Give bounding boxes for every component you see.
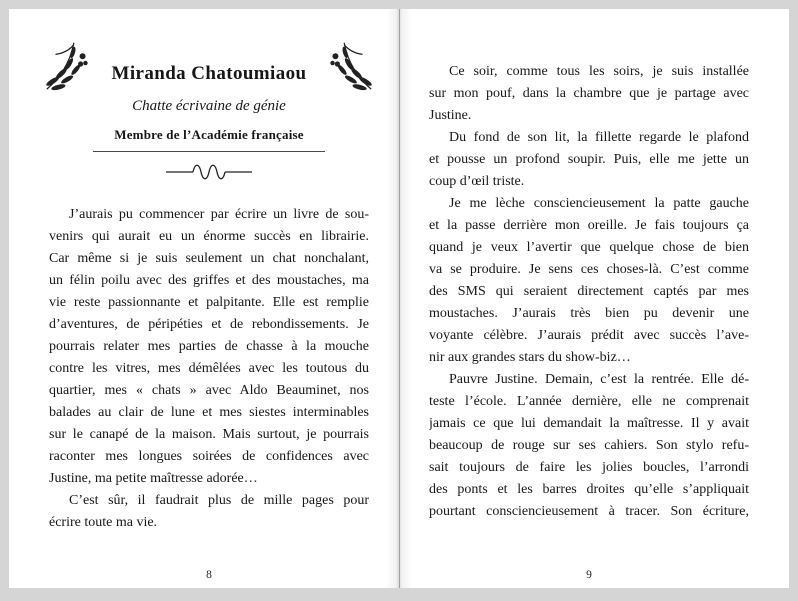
text-line: Je me lèche consciencieusement la patte gauche	[449, 196, 749, 211]
text-line: Justine.	[429, 108, 472, 123]
text-line: coup d’œil triste.	[429, 174, 525, 189]
text-line: beaucoup de rouge sur ses cahiers. Son stylo refu-	[429, 438, 749, 453]
text-line: sait toujours de faire les jolies boucles, l’arrondi	[429, 460, 749, 475]
olive-branch-left-icon	[41, 33, 99, 95]
text-line: Car même si je suis seulement un chat nonchalant,	[49, 251, 369, 266]
paragraph	[49, 490, 369, 534]
text-line: C’est sûr, il faudrait plus de mille pages pour	[69, 493, 369, 508]
text-line: Pauvre Justine. Demain, c’est la rentrée. Elle dé-	[449, 372, 749, 387]
text-line: J’aurais pu commencer par écrire un livre de sou-	[69, 207, 369, 222]
text-line: quartier, mes « chats » avec Aldo Beauminet, nos	[49, 383, 369, 398]
paragraph	[429, 369, 749, 523]
text-line: des SMS qui seraient directement captés par mes	[429, 284, 749, 299]
paragraph	[429, 193, 749, 369]
text-line: teste l’école. L’année dernière, elle ne comprenait	[429, 394, 749, 409]
text-line: sur le canapé de la maison. Mais surtout, je pourrais	[49, 427, 369, 442]
page-left	[9, 9, 399, 588]
text-line: balades au clair de lune et mes siestes interminables	[49, 405, 369, 420]
text-line: vie reste passionnante et palpitante. Elle est remplie	[49, 295, 369, 310]
author-subtitle: Chatte écrivaine de génie	[132, 98, 286, 114]
book-spread	[9, 9, 789, 588]
text-line: va se produire. Je sens ces choses-là. C’est comme	[429, 262, 749, 277]
text-line: et pousse un profond soupir. Puis, elle me jette un	[429, 152, 749, 167]
olive-branch-right-icon	[319, 33, 377, 95]
text-line: sur mon pouf, dans la chambre que je partage avec	[429, 86, 749, 101]
chapter-header	[49, 9, 369, 180]
text-line: venirs qui aurait eu un énorme succès en librairie.	[49, 229, 369, 244]
text-line: Ce soir, comme tous les soirs, je suis installée	[449, 64, 749, 79]
header-rule	[93, 151, 325, 152]
page-right	[399, 9, 789, 588]
author-affiliation: Membre de l’Académie française	[114, 127, 304, 142]
text-line: d’aventures, de péripéties et de rebondissements. Je	[49, 317, 369, 332]
page-number-left: 8	[206, 569, 212, 581]
text-line: des ponts et les barres droites qu’elle s’appliquait	[429, 482, 749, 497]
text-line: moustaches. J’aurais très bien pu devenir une	[429, 306, 749, 321]
text-line: pourrais relater mes parties de chasse à la mouche	[49, 339, 369, 354]
text-line: jamais ce que lui demandait la maîtresse. Il y avait	[429, 416, 749, 431]
text-line: contre les vitres, mes démêlées avec les toutous du	[49, 361, 369, 376]
text-line: quand je veux l’avertir que quelque chose de bien	[429, 240, 749, 255]
squiggle-divider-icon	[49, 164, 369, 180]
text-line: pourtant consciencieusement à tracer. Son écriture,	[429, 504, 749, 519]
text-line: raconter mes longues soirées de confidences avec	[49, 449, 369, 464]
paragraph	[429, 127, 749, 193]
page-number-right: 9	[586, 569, 592, 581]
text-line: Du fond de son lit, la fillette regarde le plafond	[449, 130, 749, 145]
text-line: et la passe derrière mon oreille. Je fais toujours ça	[429, 218, 749, 233]
paragraph	[429, 61, 749, 127]
author-title: Miranda Chatoumiaou	[111, 63, 307, 84]
right-page-text	[429, 9, 749, 523]
text-line: un félin poilu avec des griffes et des moustaches, ma	[49, 273, 369, 288]
text-line: nir aux grandes stars du show-biz…	[429, 350, 631, 365]
text-line: écrire toute ma vie.	[49, 515, 158, 530]
text-line: voyante célèbre. J’aurais prédit avec succès l’ave-	[429, 328, 749, 343]
left-page-text	[49, 204, 369, 534]
paragraph	[49, 204, 369, 490]
text-line: Justine, ma petite maîtresse adorée…	[49, 471, 258, 486]
